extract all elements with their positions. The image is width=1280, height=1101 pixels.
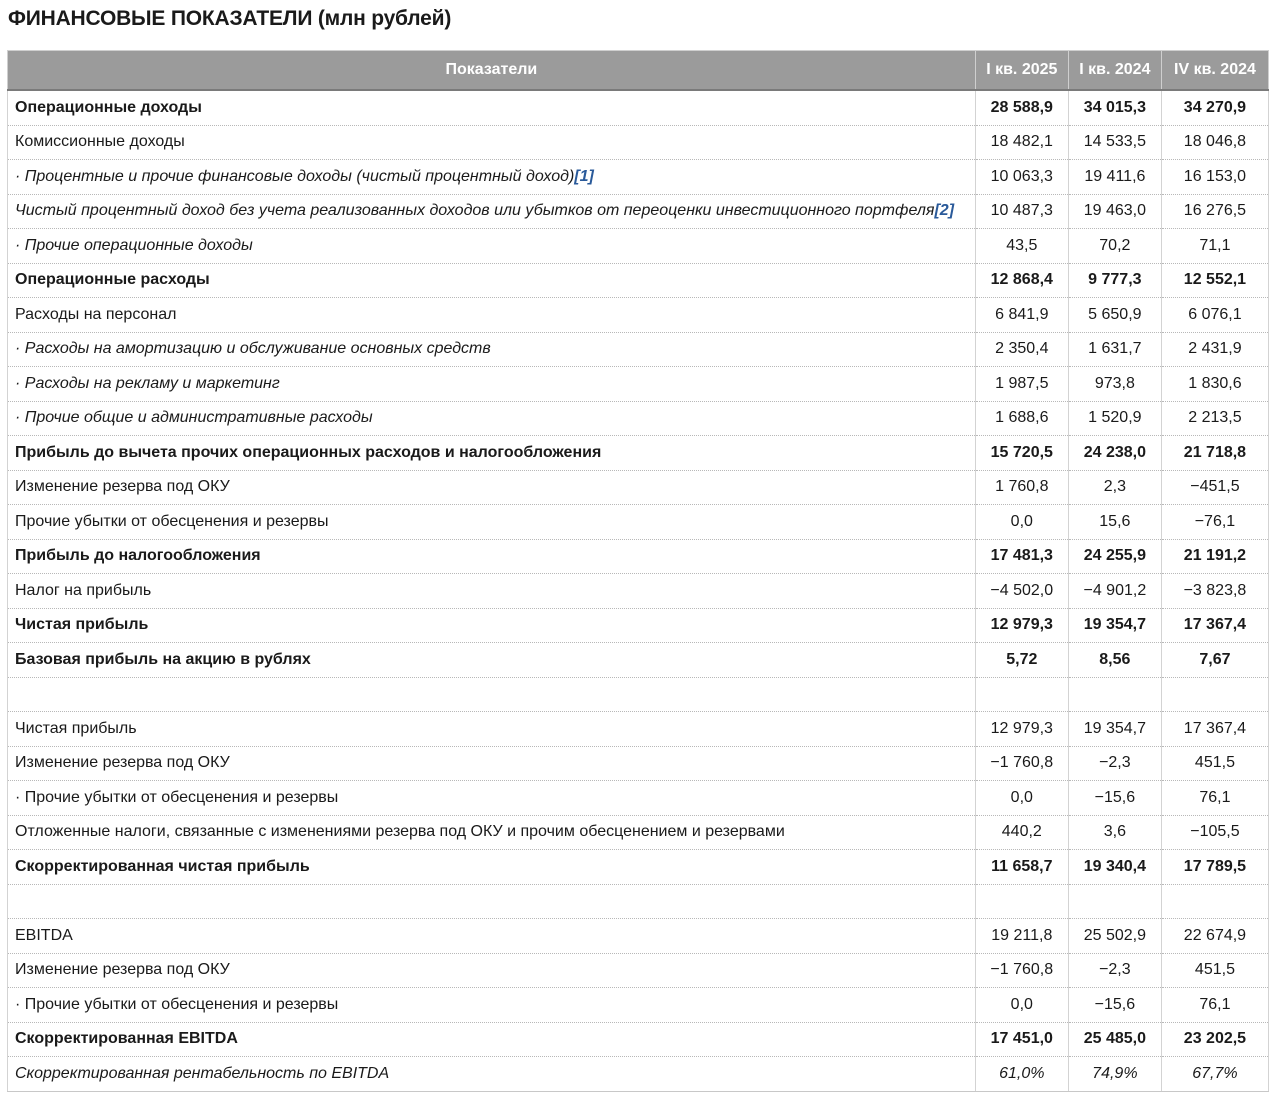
table-row <box>8 367 1269 402</box>
table-row <box>8 608 1269 643</box>
row-label: Комиссионные доходы <box>8 125 976 160</box>
row-value: 2 431,9 <box>1161 332 1268 367</box>
empty-cell <box>8 884 976 919</box>
empty-cell <box>1068 677 1161 712</box>
row-value: 6 076,1 <box>1161 298 1268 333</box>
table-row-spacer <box>8 677 1269 712</box>
table-row <box>8 125 1269 160</box>
row-value: 15,6 <box>1068 505 1161 540</box>
row-label: · Расходы на амортизацию и обслуживание основных средств <box>8 332 976 367</box>
row-label: · Прочие общие и административные расходы <box>8 401 976 436</box>
row-value: 1 520,9 <box>1068 401 1161 436</box>
row-label: · Прочие убытки от обесценения и резервы <box>8 988 976 1023</box>
row-value: −15,6 <box>1068 988 1161 1023</box>
row-value: 21 718,8 <box>1161 436 1268 471</box>
row-label <box>8 160 976 195</box>
row-value: 19 340,4 <box>1068 850 1161 885</box>
row-value: 22 674,9 <box>1161 919 1268 954</box>
row-value: 25 485,0 <box>1068 1022 1161 1057</box>
row-label: Прибыль до вычета прочих операционных расходов и налогообложения <box>8 436 976 471</box>
column-header-q1-2024: I кв. 2024 <box>1068 51 1161 91</box>
table-row <box>8 229 1269 264</box>
row-value: −2,3 <box>1068 746 1161 781</box>
row-value: 21 191,2 <box>1161 539 1268 574</box>
table-row <box>8 712 1269 747</box>
row-label: Операционные доходы <box>8 90 976 125</box>
financial-table-container <box>7 50 1269 1092</box>
row-value: 67,7% <box>1161 1057 1268 1092</box>
row-label-text: Чистый процентный доход без учета реализованных доходов или убытков от переоценки инвестиционного портфеля <box>15 202 935 220</box>
row-label: Скорректированная EBITDA <box>8 1022 976 1057</box>
row-label: · Расходы на рекламу и маркетинг <box>8 367 976 402</box>
row-value: 15 720,5 <box>975 436 1068 471</box>
table-row <box>8 401 1269 436</box>
table-row <box>8 953 1269 988</box>
row-value: 25 502,9 <box>1068 919 1161 954</box>
row-value: −15,6 <box>1068 781 1161 816</box>
row-value: 61,0% <box>975 1057 1068 1092</box>
empty-cell <box>975 677 1068 712</box>
row-value: 12 979,3 <box>975 608 1068 643</box>
row-label: Скорректированная чистая прибыль <box>8 850 976 885</box>
row-label: Изменение резерва под ОКУ <box>8 746 976 781</box>
table-row <box>8 298 1269 333</box>
row-label: Изменение резерва под ОКУ <box>8 470 976 505</box>
row-value: 1 987,5 <box>975 367 1068 402</box>
empty-cell <box>975 884 1068 919</box>
row-value: 76,1 <box>1161 781 1268 816</box>
empty-cell <box>8 677 976 712</box>
row-value: 0,0 <box>975 505 1068 540</box>
table-row <box>8 781 1269 816</box>
table-row <box>8 160 1269 195</box>
row-value: 19 411,6 <box>1068 160 1161 195</box>
row-value: 12 868,4 <box>975 263 1068 298</box>
row-value: 17 789,5 <box>1161 850 1268 885</box>
row-value: 10 487,3 <box>975 194 1068 229</box>
table-row <box>8 988 1269 1023</box>
page-title: ФИНАНСОВЫЕ ПОКАЗАТЕЛИ (млн рублей) <box>8 7 452 30</box>
row-value: 5 650,9 <box>1068 298 1161 333</box>
table-row <box>8 815 1269 850</box>
table-row <box>8 1057 1269 1092</box>
row-label: Чистая прибыль <box>8 712 976 747</box>
row-value: 9 777,3 <box>1068 263 1161 298</box>
row-value: 18 046,8 <box>1161 125 1268 160</box>
row-value: 1 688,6 <box>975 401 1068 436</box>
row-value: 16 153,0 <box>1161 160 1268 195</box>
row-label: EBITDA <box>8 919 976 954</box>
row-value: 34 015,3 <box>1068 90 1161 125</box>
table-row <box>8 746 1269 781</box>
row-value: −4 502,0 <box>975 574 1068 609</box>
row-value: 1 631,7 <box>1068 332 1161 367</box>
empty-cell <box>1161 677 1268 712</box>
column-header-q4-2024: IV кв. 2024 <box>1161 51 1268 91</box>
row-value: 12 979,3 <box>975 712 1068 747</box>
row-value: −1 760,8 <box>975 746 1068 781</box>
row-value: 43,5 <box>975 229 1068 264</box>
row-label: Чистая прибыль <box>8 608 976 643</box>
row-value: 8,56 <box>1068 643 1161 678</box>
table-row <box>8 470 1269 505</box>
table-row <box>8 850 1269 885</box>
row-value: 1 830,6 <box>1161 367 1268 402</box>
row-value: 2 213,5 <box>1161 401 1268 436</box>
row-label: Изменение резерва под ОКУ <box>8 953 976 988</box>
row-value: 7,67 <box>1161 643 1268 678</box>
row-value: 973,8 <box>1068 367 1161 402</box>
empty-cell <box>1068 884 1161 919</box>
row-value: 19 463,0 <box>1068 194 1161 229</box>
table-header-row <box>8 51 1269 91</box>
row-value: 5,72 <box>975 643 1068 678</box>
row-label <box>8 194 976 229</box>
row-value: 28 588,9 <box>975 90 1068 125</box>
row-value: 1 760,8 <box>975 470 1068 505</box>
row-value: 11 658,7 <box>975 850 1068 885</box>
row-value: 12 552,1 <box>1161 263 1268 298</box>
table-row-spacer <box>8 884 1269 919</box>
table-row <box>8 1022 1269 1057</box>
row-value: 17 481,3 <box>975 539 1068 574</box>
row-value: 18 482,1 <box>975 125 1068 160</box>
row-value: 0,0 <box>975 781 1068 816</box>
table-row <box>8 505 1269 540</box>
row-value: 0,0 <box>975 988 1068 1023</box>
row-label: · Прочие операционные доходы <box>8 229 976 264</box>
column-header-q1-2025: I кв. 2025 <box>975 51 1068 91</box>
row-value: 2 350,4 <box>975 332 1068 367</box>
row-value: 34 270,9 <box>1161 90 1268 125</box>
row-label: Операционные расходы <box>8 263 976 298</box>
row-value: 17 367,4 <box>1161 608 1268 643</box>
footnote-link[interactable]: [1] <box>574 167 594 185</box>
row-label: Прибыль до налогообложения <box>8 539 976 574</box>
row-value: 451,5 <box>1161 746 1268 781</box>
row-value: 24 255,9 <box>1068 539 1161 574</box>
row-value: 16 276,5 <box>1161 194 1268 229</box>
row-label: Скорректированная рентабельность по EBITDA <box>8 1057 976 1092</box>
row-value: −3 823,8 <box>1161 574 1268 609</box>
table-row <box>8 194 1269 229</box>
empty-cell <box>1161 884 1268 919</box>
row-value: 74,9% <box>1068 1057 1161 1092</box>
row-value: 6 841,9 <box>975 298 1068 333</box>
row-value: −1 760,8 <box>975 953 1068 988</box>
row-value: 19 354,7 <box>1068 608 1161 643</box>
row-value: 451,5 <box>1161 953 1268 988</box>
row-value: −105,5 <box>1161 815 1268 850</box>
footnote-link[interactable]: [2] <box>934 202 955 220</box>
row-value: −2,3 <box>1068 953 1161 988</box>
table-row <box>8 574 1269 609</box>
row-value: 76,1 <box>1161 988 1268 1023</box>
table-row <box>8 539 1269 574</box>
table-row <box>8 919 1269 954</box>
row-value: 17 451,0 <box>975 1022 1068 1057</box>
row-label: Прочие убытки от обесценения и резервы <box>8 505 976 540</box>
row-label: Расходы на персонал <box>8 298 976 333</box>
table-row <box>8 643 1269 678</box>
row-value: 71,1 <box>1161 229 1268 264</box>
row-value: 3,6 <box>1068 815 1161 850</box>
row-value: −451,5 <box>1161 470 1268 505</box>
row-value: −4 901,2 <box>1068 574 1161 609</box>
table-row <box>8 90 1269 125</box>
row-value: 70,2 <box>1068 229 1161 264</box>
row-label-text: · Процентные и прочие финансовые доходы (чистый процентный доход) <box>15 167 575 185</box>
row-label: Налог на прибыль <box>8 574 976 609</box>
row-value: 17 367,4 <box>1161 712 1268 747</box>
row-value: 10 063,3 <box>975 160 1068 195</box>
row-value: 23 202,5 <box>1161 1022 1268 1057</box>
row-label: · Прочие убытки от обесценения и резервы <box>8 781 976 816</box>
financial-table <box>7 50 1269 1092</box>
row-value: 440,2 <box>975 815 1068 850</box>
row-value: −76,1 <box>1161 505 1268 540</box>
row-label: Базовая прибыль на акцию в рублях <box>8 643 976 678</box>
row-value: 2,3 <box>1068 470 1161 505</box>
row-value: 24 238,0 <box>1068 436 1161 471</box>
row-value: 19 354,7 <box>1068 712 1161 747</box>
row-value: 14 533,5 <box>1068 125 1161 160</box>
table-row <box>8 263 1269 298</box>
table-row <box>8 436 1269 471</box>
row-label: Отложенные налоги, связанные с изменениями резерва под ОКУ и прочим обесценением и резервами <box>8 815 976 850</box>
row-value: 19 211,8 <box>975 919 1068 954</box>
table-row <box>8 332 1269 367</box>
column-header-indicator: Показатели <box>8 51 976 91</box>
